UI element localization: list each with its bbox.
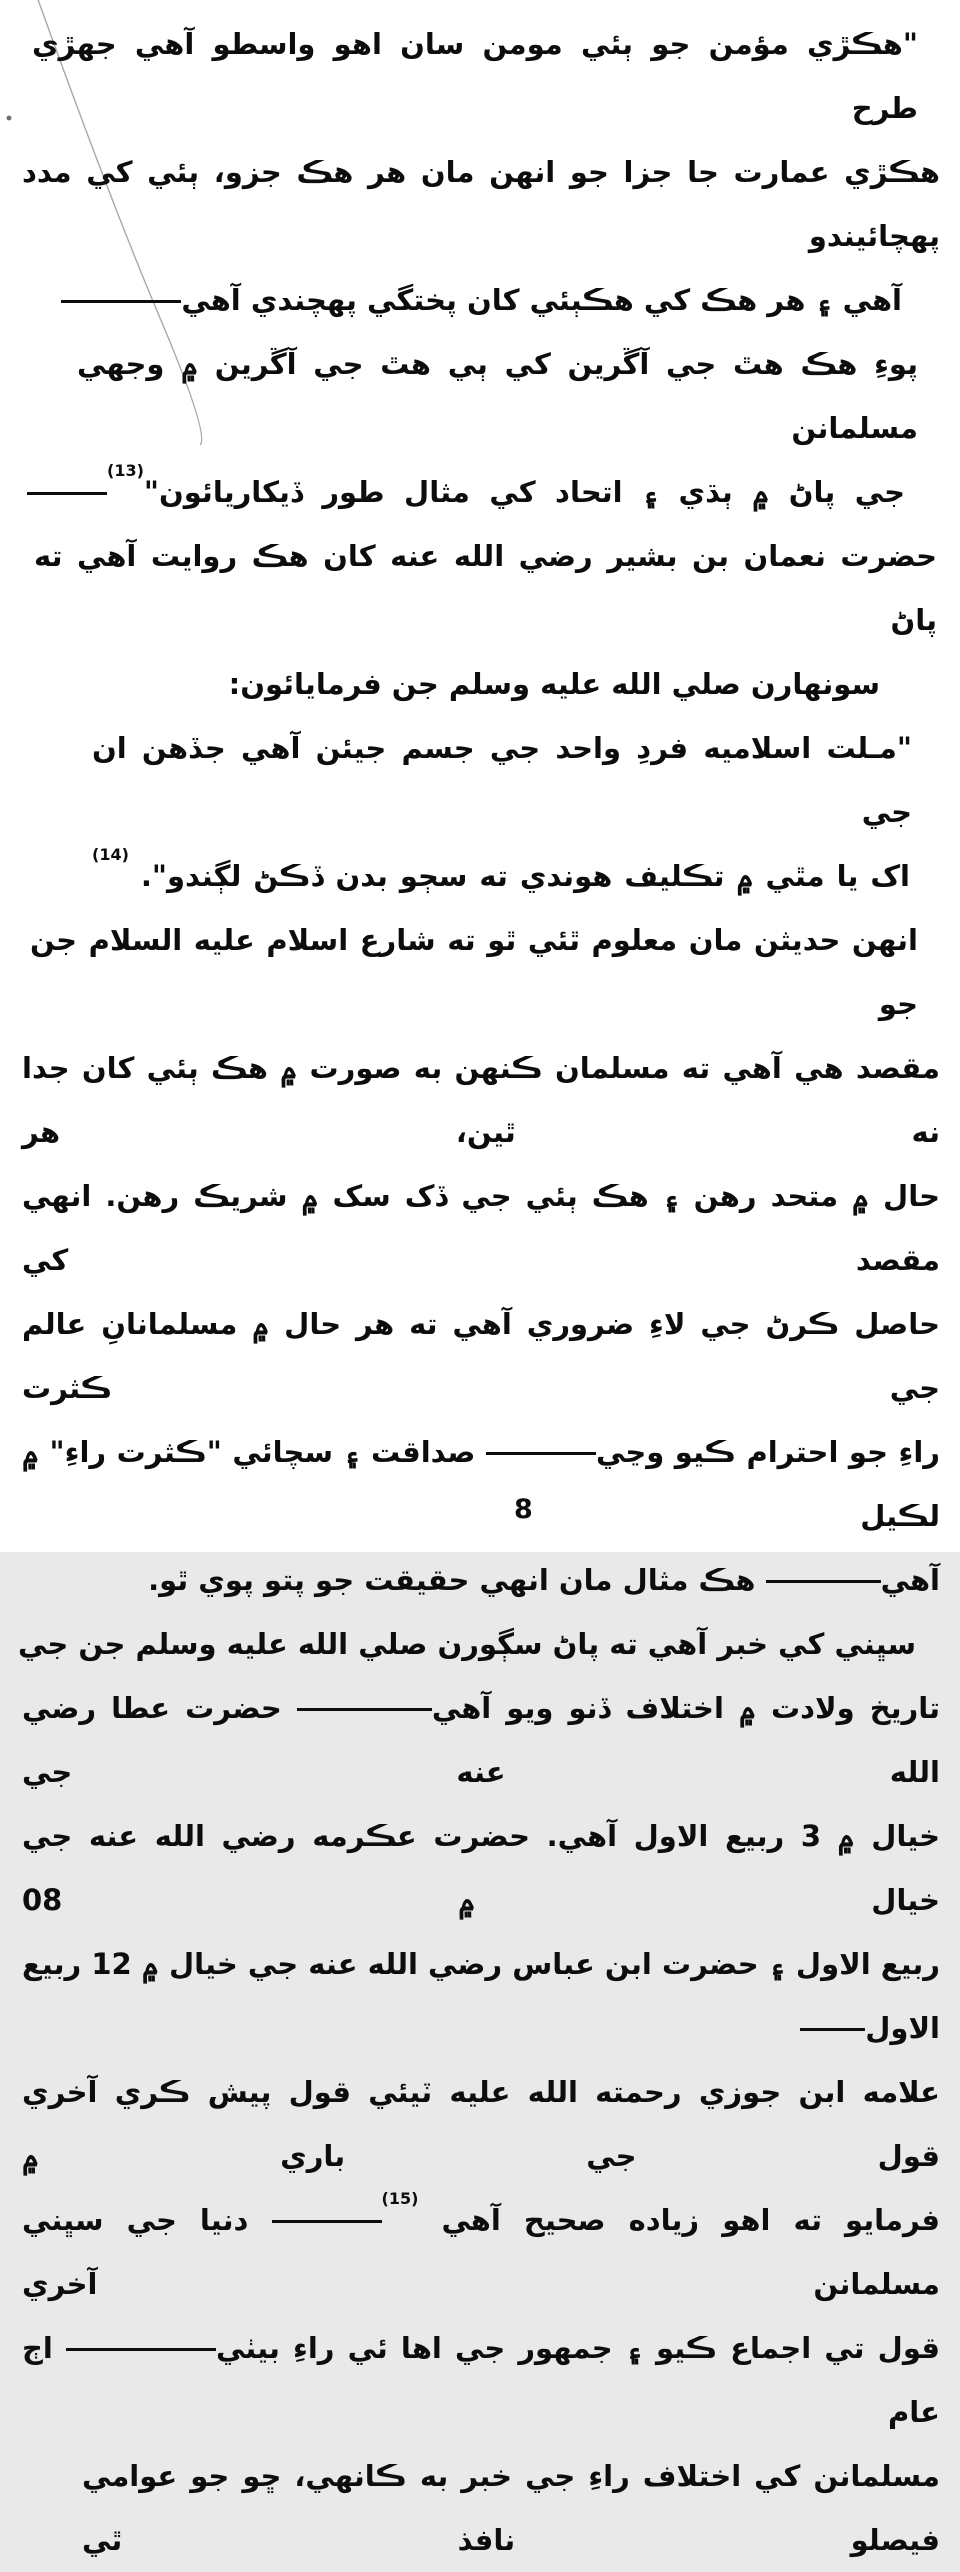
inline-rule-dash bbox=[486, 1452, 596, 1455]
text-run: تاريخ ولادت ۾ اختلاف ڏنو ويو آهي bbox=[431, 1691, 940, 1725]
text-run: مسلمانن کي اختلاف راءِ جي خبر به ڪانهي، ڇو جو عوامي فيصلو نافذ ٿي bbox=[82, 2459, 940, 2557]
text-line-2 bbox=[22, 140, 940, 268]
text-line-10 bbox=[30, 908, 918, 1036]
text-line-21: فرمايو ته اهو زياده صحيح آهي $^{(15)}$ دنيا جي سڀني مسلمانن آخري bbox=[22, 2189, 940, 2301]
text-line-4 bbox=[77, 332, 918, 460]
text-run: مقصد هي آهي ته مسلمان ڪنهن به صورت ۾ هڪ ٻئي کان جدا نه ٿين، هر bbox=[22, 1051, 940, 1149]
text-run: پوءِ هڪ هٿ جي آڱرين کي ٻي هٿ جي آڱرين ۾ وجهي مسلمانن bbox=[77, 347, 918, 445]
text-line-11 bbox=[22, 1036, 940, 1164]
text-line-19 bbox=[22, 1932, 940, 2060]
text-run: حاصل ڪرڻ جي لاءِ ضروري آهي ته هر حال ۾ مسلمانانِ عالم جي ڪثرت bbox=[22, 1307, 940, 1405]
inline-rule-dash bbox=[800, 2028, 865, 2031]
inline-rule-dash bbox=[61, 300, 181, 303]
inline-rule-dash bbox=[66, 2348, 216, 2351]
text-line-6 bbox=[34, 524, 937, 652]
text-line-18 bbox=[22, 1804, 940, 1932]
text-run: فرمايو ته اهو زياده صحيح آهي bbox=[418, 2203, 940, 2237]
text-run: قول تي اجماع ڪيو ۽ جمهور جي اها ئي راءِ بيٺي bbox=[215, 2331, 941, 2365]
text-run: حضرت نعمان بن بشير رضي الله عنه کان هڪ روايت آهي ته پاڻ bbox=[34, 539, 937, 637]
text-run: صداقت ۽ سچائي "ڪثرت راءِ" ۾ لڪيل bbox=[22, 1435, 940, 1533]
scan-speck-dot bbox=[7, 116, 12, 121]
text-line-3 bbox=[22, 268, 902, 332]
text-line-20 bbox=[22, 2060, 940, 2188]
inline-rule-dash bbox=[272, 2220, 382, 2223]
text-run: علامه ابن جوزي رحمته الله عليه ٽيئي قول پيش ڪري آخري قول جي باري ۾ bbox=[22, 2075, 940, 2173]
text-line-22 bbox=[22, 2316, 940, 2444]
inline-rule-dash bbox=[297, 1708, 432, 1711]
text-run: سونهارن صلي الله عليه وسلم جن فرمايائون: bbox=[228, 667, 880, 701]
text-line-14 bbox=[22, 1420, 940, 1548]
text-line-5: جي پاڻ ۾ ٻڌي ۽ اتحاد کي مثال طور ڏيکاريائون"$^{(13)}$ bbox=[27, 460, 905, 524]
text-run: سڀني کي خبر آهي ته پاڻ سڳورن صلي الله عليه وسلم جن جي bbox=[18, 1627, 916, 1661]
text-run: حضرت عطا رضي الله عنه جي bbox=[22, 1691, 940, 1789]
text-line-15 bbox=[22, 1548, 940, 1612]
text-run: انهن حديثن مان معلوم ٿئي ٿو ته شارع اسلام عليه السلام جن جو bbox=[30, 923, 918, 1021]
text-run: "هڪڙي مؤمن جو ٻئي مومن سان اهو واسطو آهي جهڙي طرح bbox=[32, 27, 918, 125]
text-run: هڪڙي عمارت جا جزا جو انهن مان هر هڪ جزو، ٻئي کي مدد پهچائيندو bbox=[22, 155, 940, 253]
text-line-9: اک يا مٿي ۾ تڪليف هوندي ته سڄو بدن ڏڪڻ لڳندو". $^{(14)}$ bbox=[92, 845, 910, 893]
text-run: خيال ۾ 3 ربيع الاول آهي. حضرت عڪرمه رضي الله عنه جي خيال ۾ 08 bbox=[22, 1819, 941, 1917]
text-line-13 bbox=[22, 1292, 940, 1420]
text-run: حال ۾ متحد رهن ۽ هڪ ٻئي جي ڏک سک ۾ شريڪ رهن. انهي مقصد کي bbox=[22, 1179, 940, 1277]
inline-rule-dash bbox=[27, 492, 107, 495]
text-line-8 bbox=[92, 716, 912, 844]
text-line-12 bbox=[22, 1164, 940, 1292]
text-run: آهي ۽ هر هڪ کي هڪٻئي کان پختگي پهچندي آهي bbox=[181, 283, 902, 317]
text-line-23 bbox=[82, 2444, 940, 2572]
text-run: اک يا مٿي ۾ تڪليف هوندي ته سڄو بدن ڏڪڻ لڳندو". bbox=[128, 859, 910, 893]
text-line-1 bbox=[32, 12, 918, 140]
inline-rule-dash bbox=[766, 1580, 881, 1583]
text-run: دنيا جي سڀني مسلمانن آخري bbox=[22, 2203, 940, 2301]
text-run: جي پاڻ ۾ ٻڌي ۽ اتحاد کي مثال طور ڏيکاريائون" bbox=[143, 475, 905, 509]
page-number: 8 bbox=[514, 1494, 533, 1525]
text-line-16 bbox=[18, 1612, 916, 1676]
text-run: "مـلت اسلاميه فردِ واحد جي جسم جيئن آهي جڏهن ان جي bbox=[92, 731, 912, 829]
text-line-17 bbox=[22, 1676, 940, 1804]
text-line-7 bbox=[22, 652, 880, 716]
text-run: راءِ جو احترام ڪيو وڃي bbox=[595, 1435, 941, 1469]
text-run: آهي bbox=[880, 1563, 940, 1597]
text-run: اڄ عام bbox=[22, 2331, 940, 2429]
text-run: ربيع الاول ۽ حضرت ابن عباس رضي الله عنه جي خيال ۾ 12 ربيع الاول bbox=[22, 1947, 941, 2045]
text-run: هڪ مثال مان انهي حقيقت جو پتو پوي ٿو. bbox=[148, 1563, 766, 1597]
page-text bbox=[18, 12, 941, 2572]
